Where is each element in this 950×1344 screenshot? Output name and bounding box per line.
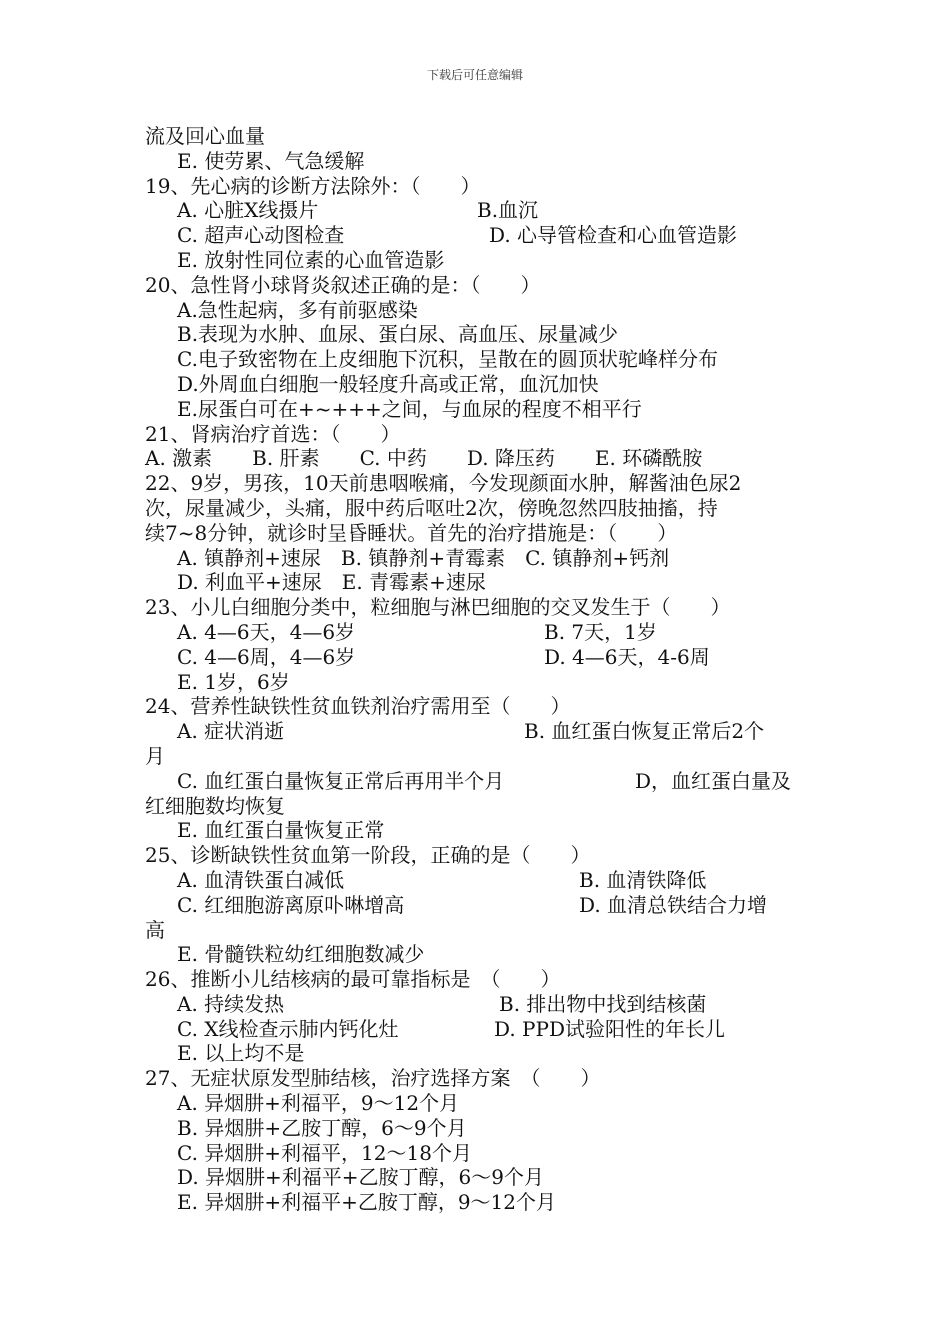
document-body [145,124,810,1215]
question-23: 23、小儿白细胞分类中，粒细胞与淋巴细胞的交叉发生于（ ） [145,595,731,620]
option-b: B. 异烟肼+乙胺丁醇，6～9个月 [177,1115,467,1140]
option-a: A. 症状消逝 [177,719,285,744]
option-row [145,1017,810,1042]
option-c: C. 4—6周，4—6岁 [177,644,356,669]
option-line: E. 使劳累、气急缓解 [177,148,365,173]
text-line: 高 [145,917,165,942]
question-24: 24、营养性缺铁性贫血铁剂治疗需用至（ ） [145,694,571,719]
question-27: 27、无症状原发型肺结核，治疗选择方案 （ ） [145,1066,601,1091]
option-row [145,620,810,645]
option-d: D，血红蛋白量及 [635,768,792,793]
option-e: E. 1岁，6岁 [177,669,290,694]
text-line: 红细胞数均恢复 [145,793,285,818]
option-c: C. 异烟肼+利福平，12～18个月 [177,1140,472,1165]
option-d: D. PPD试验阳性的年长儿 [494,1016,725,1041]
option-e: E. 血红蛋白量恢复正常 [177,818,385,843]
question-26: 26、推断小儿结核病的最可靠指标是 （ ） [145,967,561,992]
option-row [145,769,810,794]
option-d: D. 心导管检查和心血管造影 [489,223,738,248]
option-b: B. 7天，1岁 [544,619,657,644]
option-row [145,868,810,893]
options-line: D. 利血平+速尿 E. 青霉素+速尿 [177,570,486,595]
question-22-cont: 次，尿量减少，头痛，服中药后呕吐2次，傍晚忽然四肢抽搐，持 [145,495,718,520]
option-a: A. 异烟肼+利福平，9～12个月 [177,1091,460,1116]
option-row [145,198,810,223]
option-e: E. 异烟肼+利福平+乙胺丁醇，9～12个月 [177,1190,557,1215]
option-a: A. 心脏X线摄片 [177,198,319,223]
text-line: 月 [145,743,165,768]
option-b: B. 排出物中找到结核菌 [499,991,707,1016]
option-b: B.血沉 [477,198,539,223]
question-22-cont: 续7~8分钟，就诊时呈昏睡状。首先的治疗措施是：（ ） [145,520,678,545]
option-row [145,992,810,1017]
page-header: 下载后可任意编辑 [426,68,523,82]
option-b: B. 血红蛋白恢复正常后2个 [524,719,765,744]
option-a: A. 持续发热 [177,991,285,1016]
option-c: C. 超声心动图检查 [177,223,345,248]
options-line: A. 镇静剂+速尿 B. 镇静剂+青霉素 C. 镇静剂+钙剂 [177,545,670,570]
option-d: D. 血清总铁结合力增 [579,892,768,917]
option-row [145,223,810,248]
option-a: A. 4—6天，4—6岁 [177,619,356,644]
option-row [145,893,810,918]
option-e: E. 放射性同位素的心血管造影 [177,247,445,272]
option-b: B. 血清铁降低 [579,867,707,892]
option-row [145,645,810,670]
option-row [145,719,810,744]
options-line: A. 激素 B. 肝素 C. 中药 D. 降压药 E. 环磷酰胺 [145,446,703,471]
option-c: C.电子致密物在上皮细胞下沉积，呈散在的圆顶状驼峰样分布 [177,347,718,372]
question-19: 19、先心病的诊断方法除外：（ ） [145,173,481,198]
question-25: 25、诊断缺铁性贫血第一阶段，正确的是（ ） [145,843,591,868]
option-c: C. 血红蛋白量恢复正常后再用半个月 [177,768,505,793]
option-a: A.急性起病，多有前驱感染 [177,297,418,322]
question-22: 22、9岁，男孩，10天前患咽喉痛，今发现颜面水肿，解酱油色尿2 [145,471,742,496]
option-e: E.尿蛋白可在+~+++之间，与血尿的程度不相平行 [177,396,642,421]
option-d: D. 4—6天，4-6周 [544,644,710,669]
text-line: 流及回心血量 [145,124,265,148]
option-c: C. 红细胞游离原卟啉增高 [177,892,405,917]
option-b: B.表现为水肿、血尿、蛋白尿、高血压、尿量减少 [177,322,619,347]
option-e: E. 骨髓铁粒幼红细胞数减少 [177,942,425,967]
option-c: C. X线检查示肺内钙化灶 [177,1016,399,1041]
option-e: E. 以上均不是 [177,1041,305,1066]
question-21: 21、肾病治疗首选：（ ） [145,421,401,446]
option-d: D.外周血白细胞一般轻度升高或正常，血沉加快 [177,371,599,396]
option-a: A. 血清铁蛋白减低 [177,867,345,892]
option-d: D. 异烟肼+利福平+乙胺丁醇，6～9个月 [177,1165,545,1190]
question-20: 20、急性肾小球肾炎叙述正确的是：（ ） [145,272,541,297]
